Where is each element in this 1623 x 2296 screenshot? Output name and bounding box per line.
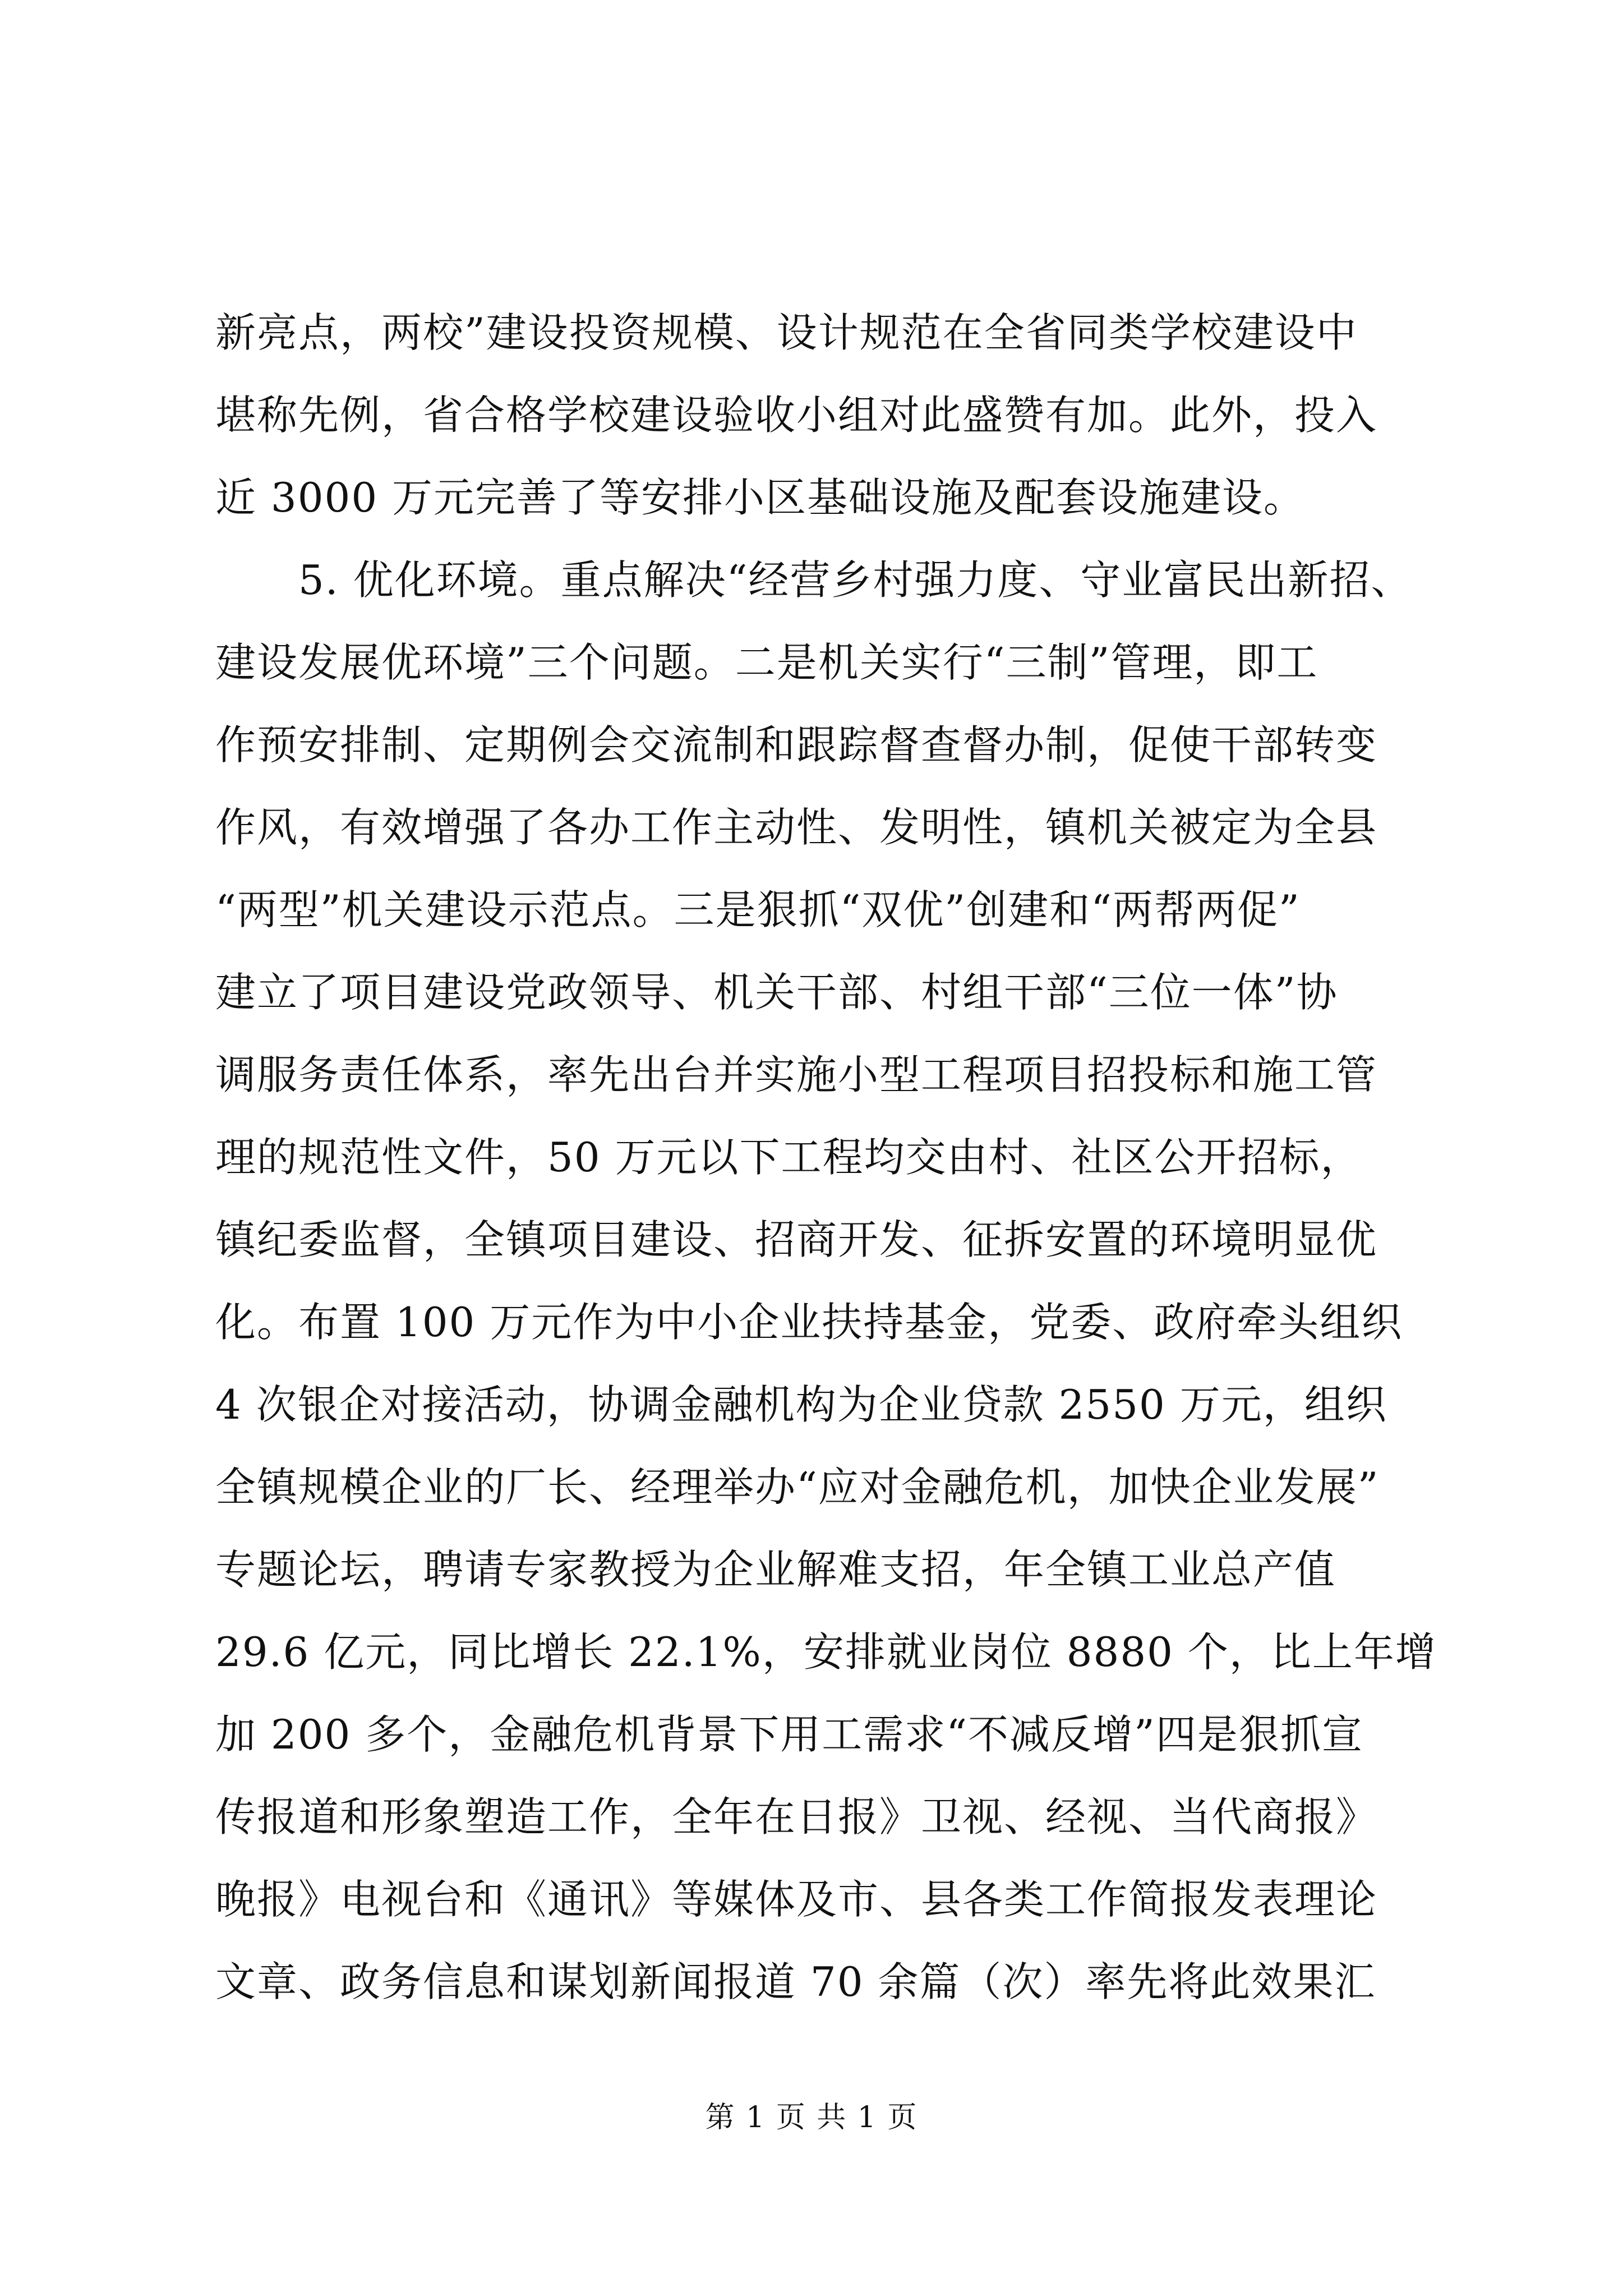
paragraph-start-line: 5. 优化环境。重点解决“经营乡村强力度、守业富民出新招、 (298, 556, 1413, 604)
text-line: 专题论坛，聘请专家教授为企业解难支招，年全镇工业总产值 (215, 1546, 1336, 1593)
body-text (215, 292, 1437, 2023)
text-line: 作风，有效增强了各办工作主动性、发明性，镇机关被定为全县 (215, 804, 1378, 851)
text-line: 建设发展优环境”三个问题。二是机关实行“三制”管理，即工 (215, 639, 1318, 686)
text-line: 理的规范性文件，50 万元以下工程均交由村、社区公开招标， (215, 1134, 1362, 1181)
text-line: 镇纪委监督，全镇项目建设、招商开发、征拆安置的环境明显优 (215, 1216, 1378, 1263)
page-number-label: 第 1 页 共 1 页 (705, 2101, 918, 2134)
text-line: 晚报》电视台和《通讯》等媒体及市、县各类工作简报发表理论 (215, 1876, 1378, 1923)
text-line: 调服务责任体系，率先出台并实施小型工程项目招投标和施工管 (215, 1051, 1378, 1098)
text-line: “两型”机关建设示范点。三是狠抓“双优”创建和“两帮两促” (215, 886, 1301, 933)
text-line: 加 200 多个，金融危机背景下用工需求“不减反增”四是狠抓宣 (215, 1711, 1363, 1758)
text-line: 4 次银企对接活动，协调金融机构为企业贷款 2550 万元，组织 (215, 1381, 1387, 1428)
text-line: 全镇规模企业的厂长、经理举办“应对金融危机，加快企业发展” (215, 1464, 1380, 1511)
text-line: 建立了项目建设党政领导、机关干部、村组干部“三位一体”协 (215, 969, 1338, 1016)
text-line: 作预安排制、定期例会交流制和跟踪督查督办制，促使干部转变 (215, 721, 1378, 769)
text-line: 近 3000 万元完善了等安排小区基础设施及配套设施建设。 (215, 474, 1306, 521)
text-line: 堪称先例，省合格学校建设验收小组对此盛赞有加。此外，投入 (215, 392, 1378, 439)
page-footer (0, 2098, 1623, 2137)
text-line: 文章、政务信息和谋划新闻报道 70 余篇（次）率先将此效果汇 (215, 1958, 1376, 2005)
text-line: 化。布置 100 万元作为中小企业扶持基金，党委、政府牵头组织 (215, 1299, 1403, 1346)
text-line: 新亮点，两校”建设投资规模、设计规范在全省同类学校建设中 (215, 309, 1358, 356)
text-line: 传报道和形象塑造工作，全年在日报》卫视、经视、当代商报》 (215, 1793, 1378, 1841)
text-line: 29.6 亿元，同比增长 22.1%，安排就业岗位 8880 个，比上年增 (215, 1628, 1437, 1676)
